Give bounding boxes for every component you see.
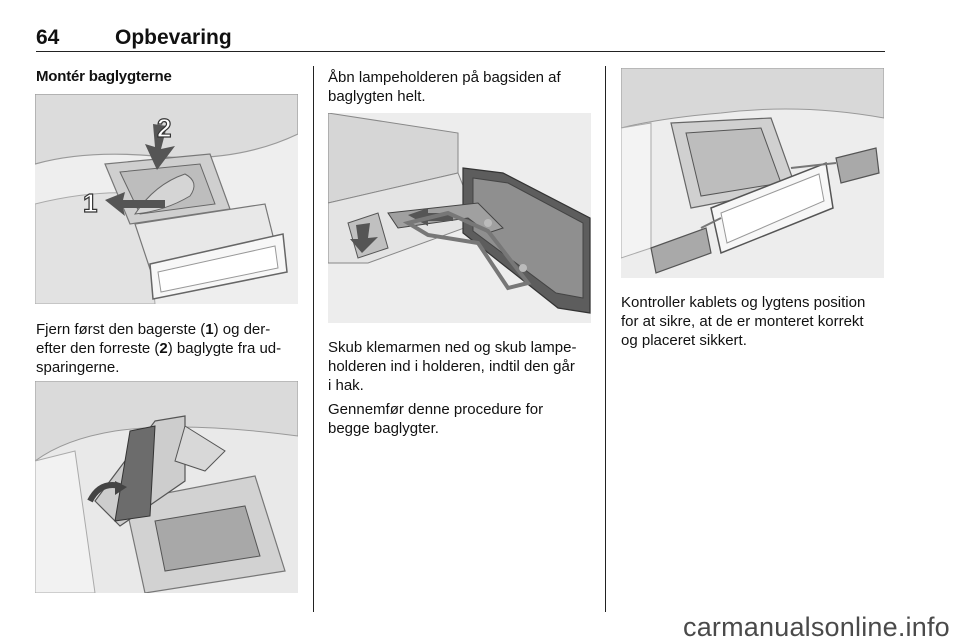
page-header	[36, 26, 885, 52]
text-line: Åbn lampeholderen på bagsiden af	[328, 69, 561, 86]
column-divider-2	[605, 66, 606, 612]
text-fragment: sparingerne.	[36, 359, 120, 376]
text-line: holderen ind i holderen, indtil den går	[328, 358, 575, 375]
text-line: Gennemfør denne procedure for	[328, 401, 544, 418]
text-line: Skub klemarmen ned og skub lampe-	[328, 339, 577, 356]
instruction-paragraph-1	[36, 320, 306, 377]
text-line: Kontroller kablets og lygtens position	[621, 294, 866, 311]
column-divider-1	[313, 66, 314, 612]
callout-ref-1: 1	[205, 321, 214, 338]
text-line: i hak.	[328, 377, 364, 394]
text-fragment: efter den forreste (	[36, 340, 160, 357]
figure-lamp-holder	[328, 113, 591, 323]
watermark: carmanualsonline.info	[683, 612, 950, 642]
text-line: begge baglygter.	[328, 420, 439, 437]
instruction-paragraph-4	[621, 293, 891, 350]
text-line: for at sikre, at de er monteret korrekt	[621, 313, 864, 330]
text-fragment: ) baglygte fra ud-	[167, 340, 282, 357]
figure-callout-1: 1	[83, 188, 98, 218]
callout-ref-2: 2	[159, 340, 168, 357]
page-number: 64	[36, 26, 60, 49]
instruction-paragraph-open-holder	[328, 68, 598, 106]
instruction-paragraph-3	[328, 400, 598, 438]
chapter-title: Opbevaring	[115, 26, 232, 49]
figure-lamp-bracket	[35, 381, 298, 593]
text-line: baglygten helt.	[328, 88, 426, 105]
header-divider	[36, 51, 885, 52]
text-fragment: Fjern først den bagerste (	[36, 321, 206, 338]
section-title: Montér baglygterne	[36, 68, 172, 85]
text-fragment: ) og der-	[213, 321, 271, 338]
instruction-paragraph-2	[328, 338, 598, 395]
figure-lamps-installed	[621, 68, 884, 278]
figure-callout-2: 2	[157, 113, 172, 143]
figure-remove-lamps	[35, 94, 298, 304]
text-line: og placeret sikkert.	[621, 332, 747, 349]
